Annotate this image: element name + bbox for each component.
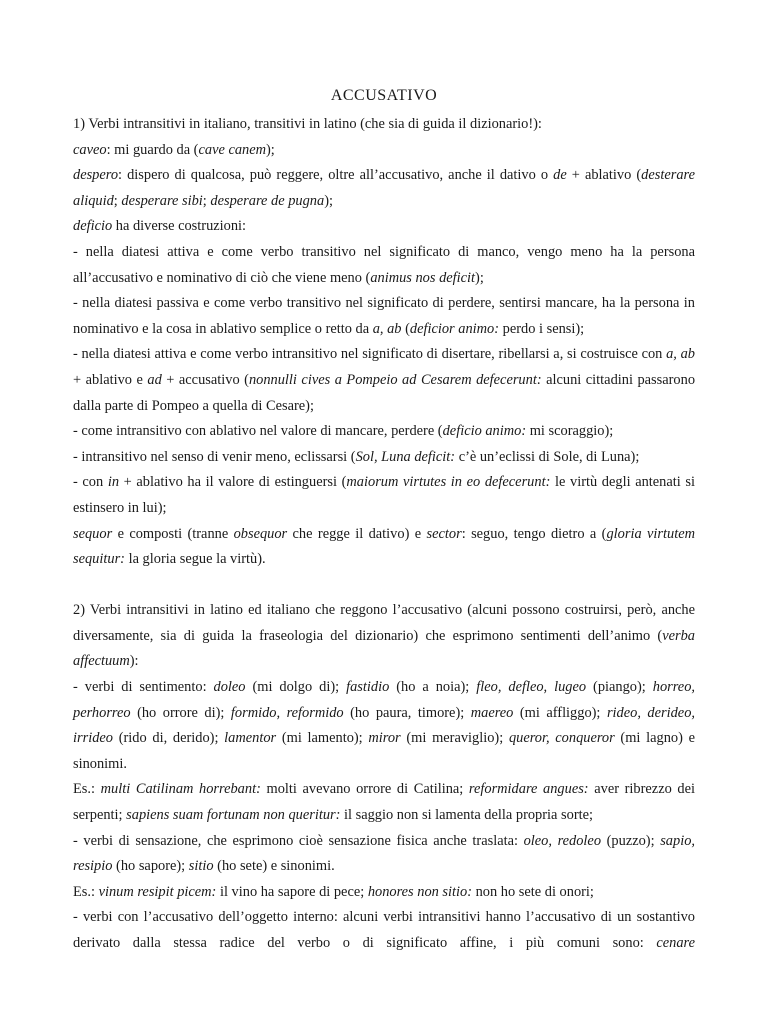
- paragraph: 2) Verbi intransitivi in latino ed italiano che reggono l’accusativo (alcuni possono costruirsi, però, anche diversamente, sia di guida la fraseologia del dizionario) che esprimono sentimenti dell’animo (verba affectuum):: [73, 602, 695, 670]
- latin-term: maereo: [470, 704, 514, 721]
- latin-term: verba affectuum: [73, 627, 695, 670]
- paragraph: 1) Verbi intransitivi in italiano, transitivi in latino (che sia di guida il dizionario!):: [73, 116, 542, 132]
- paragraph: - con in + ablativo ha il valore di estinguersi (maiorum virtutes in eo defecerunt: le virtù degli antenati si estinsero in lui);: [73, 474, 695, 516]
- latin-term: sapiens suam fortunam non queritur:: [126, 807, 341, 824]
- latin-term: cave canem: [198, 141, 266, 158]
- latin-term: deficio: [73, 218, 113, 235]
- paragraph: Es.: multi Catilinam horrebant: molti avevano orrore di Catilina; reformidare angues: aver ribrezzo dei serpenti; sapiens suam fortunam non queritur: il saggio non si lamenta della propria sorte;: [73, 781, 695, 824]
- latin-term: sector: [426, 525, 462, 542]
- latin-term: sequor: [73, 525, 113, 542]
- latin-term: cenare: [656, 935, 695, 951]
- document-body: [73, 112, 695, 957]
- latin-term: nonnulli cives a Pompeio ad Cesarem defecerunt:: [248, 371, 542, 388]
- paragraph: caveo: mi guardo da (cave canem);: [73, 141, 275, 158]
- latin-term: miror: [368, 730, 401, 747]
- latin-term: horreo, perhorreo: [73, 679, 695, 721]
- latin-term: doleo: [213, 679, 246, 696]
- paragraph: - nella diatesi passiva e come verbo transitivo nel significato di perdere, sentirsi mancare, ha la persona in nominativo e la cosa in ablativo semplice o retto da a, ab (deficior animo: perdo i sensi);: [73, 295, 695, 337]
- latin-term: obsequor: [233, 525, 288, 542]
- paragraph: sequor e composti (tranne obsequor che regge il dativo) e sector: seguo, tengo dietro a (gloria virtutem sequitur: la gloria segue la virtù).: [73, 525, 695, 568]
- latin-term: a, ab: [666, 346, 695, 363]
- latin-term: deficio animo:: [442, 423, 527, 440]
- paragraph-gap: [73, 573, 695, 599]
- paragraph: deficio ha diverse costruzioni:: [73, 218, 247, 235]
- latin-term: Sol, Luna deficit:: [355, 448, 456, 465]
- latin-term: honores non sitio:: [367, 883, 473, 900]
- latin-term: queror, conqueror: [508, 730, 615, 747]
- page-title: ACCUSATIVO: [330, 87, 438, 104]
- latin-term: sapio, resipio: [73, 832, 695, 875]
- latin-term: desterare aliquid: [73, 167, 695, 209]
- latin-term: in: [107, 474, 120, 491]
- latin-term: de: [553, 167, 567, 184]
- latin-term: formido, reformido: [230, 704, 344, 721]
- latin-term: deficior animo:: [409, 320, 500, 337]
- latin-term: gloria virtutem sequitur:: [73, 525, 695, 568]
- latin-term: despero: [73, 167, 119, 184]
- latin-term: maiorum virtutes in eo defecerunt:: [346, 474, 551, 491]
- latin-term: a, ab: [372, 320, 402, 337]
- latin-term: multi Catilinam horrebant:: [100, 781, 261, 798]
- paragraph: - nella diatesi attiva e come verbo transitivo nel significato di manco, vengo meno ha la persona all’accusativo e nominativo di ciò che viene meno (animus nos deficit);: [73, 243, 695, 286]
- latin-term: fastidio: [346, 679, 390, 696]
- latin-term: caveo: [73, 141, 107, 158]
- latin-term: rideo, derideo, irrideo: [73, 704, 695, 747]
- paragraph: - verbi di sentimento: doleo (mi dolgo di); fastidio (ho a noia); fleo, defleo, lugeo (piango); horreo, perhorreo (ho orrore di); formido, reformido (ho paura, timore); maereo (mi affliggo); rideo, derideo, irrideo (rido di, derido); lamentor (mi lamento); miror (mi meraviglio); queror, conqueror (mi lagno) e sinonimi.: [73, 679, 695, 772]
- paragraph: - verbi di sensazione, che esprimono cioè sensazione fisica anche traslata: oleo, redoleo (puzzo); sapio, resipio (ho sapore); sitio (ho sete) e sinonimi.: [73, 832, 695, 875]
- latin-term: lamentor: [224, 730, 277, 747]
- latin-term: desperare sibi: [121, 192, 203, 209]
- paragraph: Es.: vinum resipit picem: il vino ha sapore di pece; honores non sitio: non ho sete di onori;: [73, 883, 594, 900]
- latin-term: oleo, redoleo: [523, 832, 602, 849]
- latin-term: ad: [147, 371, 162, 388]
- paragraph: - come intransitivo con ablativo nel valore di mancare, perdere (deficio animo: mi scoraggio);: [73, 423, 614, 440]
- latin-term: animus nos deficit: [370, 269, 476, 286]
- latin-term: desperare de pugna: [210, 192, 325, 209]
- paragraph: - nella diatesi attiva e come verbo intransitivo nel significato di disertare, ribellarsi a, si costruisce con a, ab + ablativo e ad + accusativo (nonnulli cives a Pompeio ad Cesarem defecerunt: alcuni cittadini passarono dalla parte di Pompeo a quella di Cesare);: [73, 346, 696, 414]
- paragraph: - verbi con l’accusativo dell’oggetto interno: alcuni verbi intransitivi hanno l’accusativo di un sostantivo derivato dalla stessa radice del verbo o di significato affine, i più comuni sono: cenare: [73, 909, 695, 951]
- paragraph: - intransitivo nel senso di venir meno, eclissarsi (Sol, Luna deficit: c’è un’eclissi di Sole, di Luna);: [73, 448, 640, 465]
- latin-term: vinum resipit picem:: [98, 883, 217, 900]
- latin-term: reformidare angues:: [468, 781, 589, 798]
- latin-term: sitio: [188, 858, 214, 875]
- latin-term: fleo, defleo, lugeo: [476, 679, 587, 696]
- paragraph: despero: dispero di qualcosa, può reggere, oltre all’accusativo, anche il dativo o de + ablativo (desterare aliquid; desperare sibi; desperare de pugna);: [73, 167, 695, 209]
